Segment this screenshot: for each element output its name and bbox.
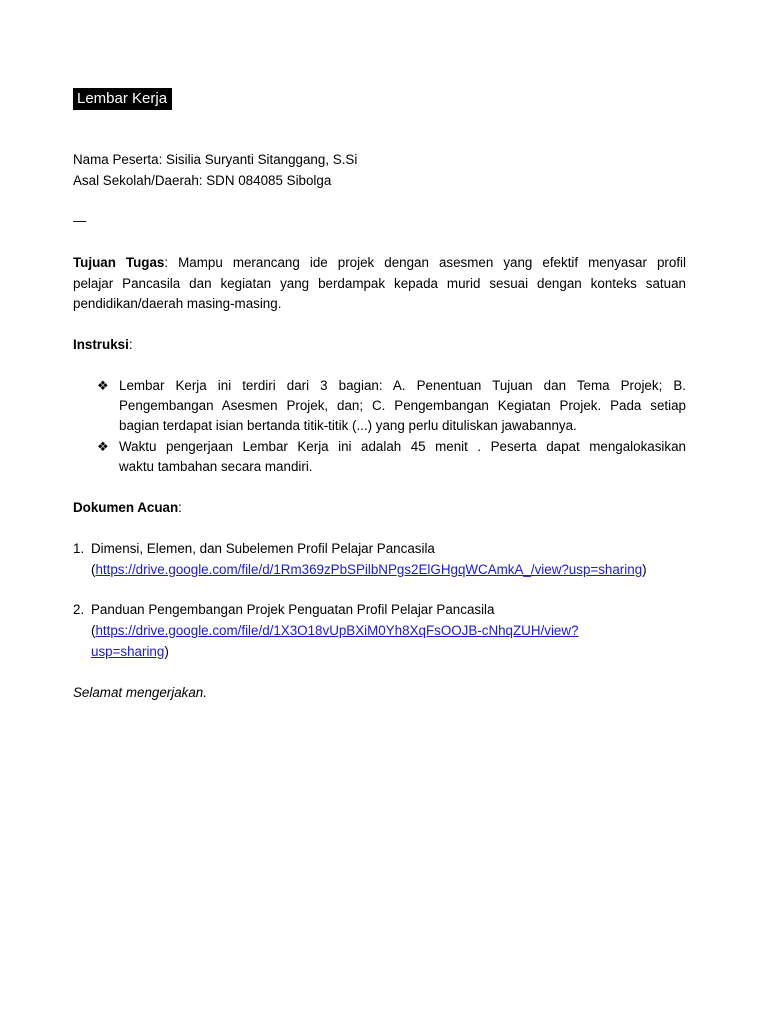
instruction-1-line-2: Pengembangan Asesmen Projek, dan; C. Pengembangan Kegiatan Projek. Pada setiap [119,398,686,413]
references-heading [73,498,182,518]
reference-2-open-paren: ( [91,623,96,638]
instructions-colon: : [128,337,133,352]
reference-number-1: 1. [73,541,85,556]
reference-link-line-2a [91,621,578,641]
goal-label: Tujuan Tugas [73,255,165,270]
goal-text-1: Mampu merancang ide projek dengan asesmen yang efektif menyasar profil [168,255,686,270]
instruction-item-2 [119,437,686,477]
reference-1-close-paren: ) [642,562,647,577]
bullet-diamond-icon: ❖ [97,439,109,454]
instruction-1-line-3: bagian terdapat isian bertanda titik-titik (...) yang perlu dituliskan jawabannya. [119,418,577,433]
reference-number-2: 2. [73,602,85,617]
goal-colon: : [164,255,169,270]
closing-text: Selamat mengerjakan. [73,685,207,700]
reference-link-2-cont[interactable]: usp=sharing [91,644,165,659]
goal-line-1 [73,253,686,274]
instruction-2-line-2: waktu tambahan secara mandiri. [119,459,313,474]
reference-link-line-2b [91,642,169,662]
instructions-label: Instruksi [73,337,129,352]
worksheet-title: Lembar Kerja [73,88,172,110]
separator-dash: — [73,213,87,228]
references-label: Dokumen Acuan [73,500,179,515]
participant-name: Nama Peserta: Sisilia Suryanti Sitanggang, S.Si [73,152,358,167]
reference-title-1: Dimensi, Elemen, dan Subelemen Profil Pelajar Pancasila [91,541,435,556]
reference-link-2[interactable]: https://drive.google.com/file/d/1X3O18vUpBXiM0Yh8XqFsOOJB-cNhqZUH/view? [95,623,579,638]
references-colon: : [178,500,182,515]
instructions-heading [73,335,133,355]
reference-1-open-paren: ( [91,562,96,577]
goal-paragraph [73,253,686,315]
instruction-1-line-1: Lembar Kerja ini terdiri dari 3 bagian: A. Penentuan Tujuan dan Tema Projek; B. [119,378,686,393]
goal-line-3: pendidikan/daerah masing-masing. [73,296,282,311]
bullet-diamond-icon: ❖ [97,378,109,393]
participant-school: Asal Sekolah/Daerah: SDN 084085 Sibolga [73,173,332,188]
instruction-item-1 [119,376,686,436]
reference-link-1[interactable]: https://drive.google.com/file/d/1Rm369zPbSPilbNPgs2ElGHgqWCAmkA_/view?usp=sharing [95,562,643,577]
instruction-2-line-1: Waktu pengerjaan Lembar Kerja ini adalah 45 menit . Peserta dapat mengalokasikan [119,439,686,454]
reference-link-line-1 [91,560,647,580]
goal-line-2: pelajar Pancasila dan kegiatan yang berdampak kepada murid sesuai dengan konteks satuan [73,275,686,291]
reference-title-2: Panduan Pengembangan Projek Penguatan Profil Pelajar Pancasila [91,602,495,617]
reference-2-close-paren: ) [164,644,169,659]
